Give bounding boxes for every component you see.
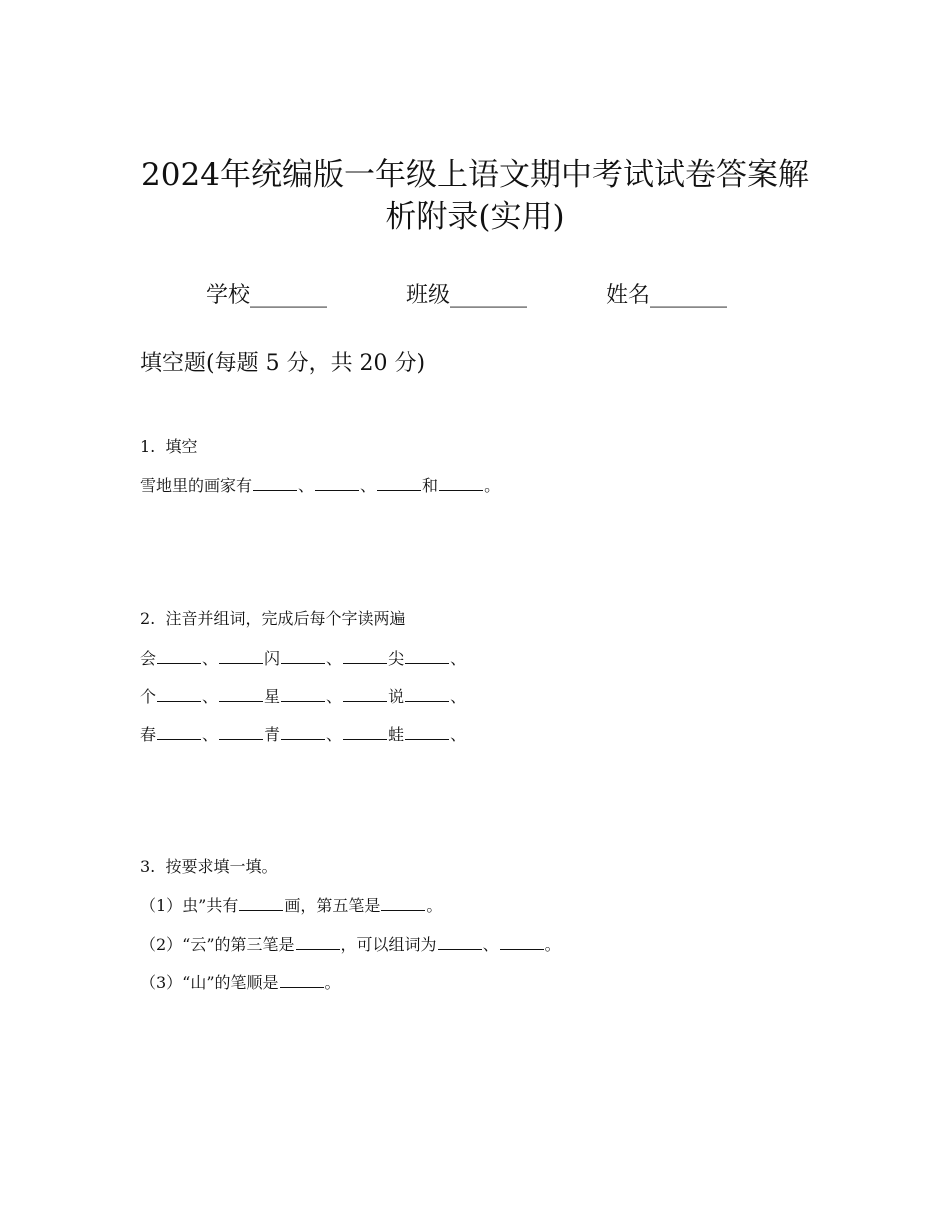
question-number: 2. <box>140 609 156 628</box>
separator: 。 <box>484 476 501 495</box>
pinyin-blank[interactable] <box>405 649 449 664</box>
question-number: 1. <box>140 437 156 456</box>
answer-blank[interactable] <box>377 476 421 491</box>
pinyin-blank[interactable] <box>281 725 325 740</box>
section-heading: 填空题(每题 5 分，共 20 分) <box>140 351 426 376</box>
separator: 、 <box>202 649 219 668</box>
question-3-item-1 <box>140 893 442 916</box>
class-field: 班级_______ <box>406 283 528 308</box>
separator: 。 <box>544 935 561 954</box>
separator: 、 <box>202 687 219 706</box>
answer-blank[interactable] <box>296 935 340 950</box>
question-3-item-2 <box>140 932 561 955</box>
question-title: 填空 <box>165 437 198 456</box>
question-3-item-3 <box>140 970 341 993</box>
question-2-row-2 <box>140 684 466 707</box>
word-blank[interactable] <box>219 649 263 664</box>
target-character: 蛙 <box>388 725 405 744</box>
word-blank[interactable] <box>343 725 387 740</box>
school-field: 学校_______ <box>206 283 328 308</box>
separator: 。 <box>324 973 341 992</box>
separator: 和 <box>422 476 439 495</box>
word-blank[interactable] <box>219 687 263 702</box>
separator: 、 <box>202 725 219 744</box>
separator: 、 <box>326 725 343 744</box>
answer-blank[interactable] <box>438 935 482 950</box>
target-character: 闪 <box>264 649 281 668</box>
answer-blank[interactable] <box>381 896 425 911</box>
word-blank[interactable] <box>343 687 387 702</box>
question-2-row-1 <box>140 646 466 669</box>
question-2-row-3 <box>140 722 466 745</box>
target-character: 尖 <box>388 649 405 668</box>
question-title: 注音并组词，完成后每个字读两遍 <box>165 609 406 628</box>
separator: 。 <box>426 896 443 915</box>
answer-blank[interactable] <box>253 476 297 491</box>
target-character: 说 <box>388 687 405 706</box>
answer-blank[interactable] <box>239 896 283 911</box>
pinyin-blank[interactable] <box>157 649 201 664</box>
pinyin-blank[interactable] <box>281 687 325 702</box>
target-character: 个 <box>140 687 157 706</box>
answer-blank[interactable] <box>315 476 359 491</box>
question-text: （2）“云”的第三笔是 <box>140 935 295 954</box>
question-number: 3. <box>140 857 156 876</box>
answer-blank[interactable] <box>439 476 483 491</box>
question-text: 雪地里的画家有 <box>140 476 253 495</box>
question-text: ，可以组词为 <box>340 935 437 954</box>
separator: 、 <box>482 935 499 954</box>
question-text: （3）“山”的笔顺是 <box>140 973 279 992</box>
separator: 、 <box>450 687 467 706</box>
target-character: 星 <box>264 687 281 706</box>
word-blank[interactable] <box>343 649 387 664</box>
pinyin-blank[interactable] <box>157 687 201 702</box>
separator: 、 <box>360 476 377 495</box>
pinyin-blank[interactable] <box>157 725 201 740</box>
target-character: 春 <box>140 725 157 744</box>
target-character: 会 <box>140 649 157 668</box>
document-title-line1: 2024年统编版一年级上语文期中考试试卷答案解 <box>141 157 809 193</box>
question-text: 画，第五笔是 <box>284 896 381 915</box>
word-blank[interactable] <box>219 725 263 740</box>
pinyin-blank[interactable] <box>405 725 449 740</box>
target-character: 青 <box>264 725 281 744</box>
answer-blank[interactable] <box>500 935 544 950</box>
question-2-heading <box>140 606 405 629</box>
question-1-line <box>140 473 500 496</box>
separator: 、 <box>298 476 315 495</box>
separator: 、 <box>450 725 467 744</box>
pinyin-blank[interactable] <box>405 687 449 702</box>
question-3-heading <box>140 854 277 877</box>
answer-blank[interactable] <box>280 973 324 988</box>
question-1-heading <box>140 434 197 457</box>
name-field: 姓名_______ <box>606 283 728 308</box>
question-title: 按要求填一填。 <box>165 857 278 876</box>
question-text: （1）虫”共有 <box>140 896 239 915</box>
separator: 、 <box>450 649 467 668</box>
document-title-line2: 析附录(实用) <box>385 199 565 235</box>
separator: 、 <box>326 649 343 668</box>
separator: 、 <box>326 687 343 706</box>
pinyin-blank[interactable] <box>281 649 325 664</box>
